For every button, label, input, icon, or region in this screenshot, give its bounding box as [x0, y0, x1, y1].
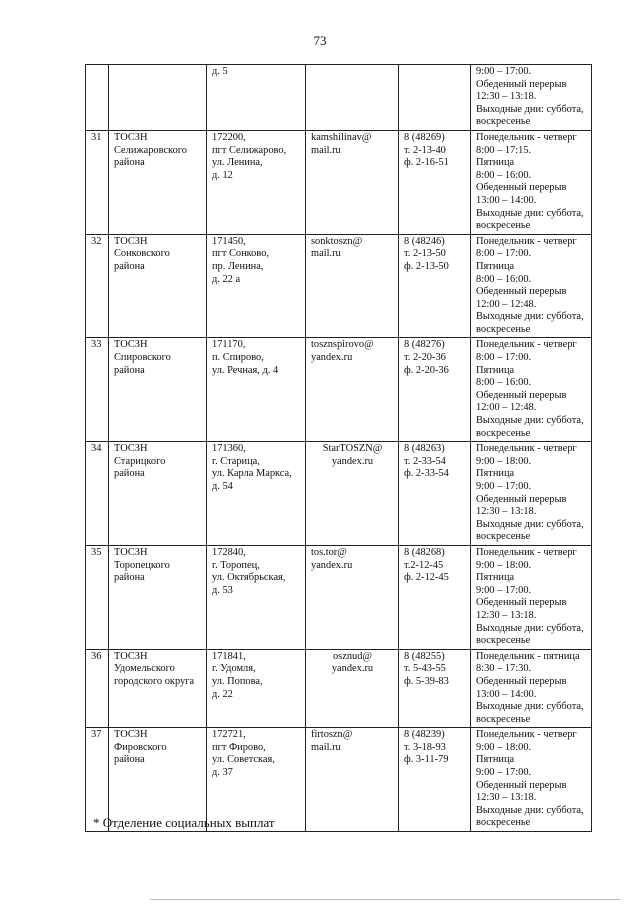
phones-cell: 8 (48239) т. 3-18-93 ф. 3-11-79	[399, 728, 471, 832]
email-cell	[306, 65, 399, 131]
address-cell: 172721, пгт Фирово, ул. Советская, д. 37	[207, 728, 306, 832]
row-number-cell: 35	[86, 545, 109, 649]
schedule-cell: Понедельник - четверг 9:00 – 18:00. Пятница 9:00 – 17:00. Обеденный перерыв 12:30 – 13:18. Выходные дни: суббота, воскресенье	[471, 545, 592, 649]
email-cell: StarTOSZN@ yandex.ru	[306, 442, 399, 546]
offices-table-body	[86, 65, 592, 832]
email-cell: tos.tor@ yandex.ru	[306, 545, 399, 649]
schedule-cell: Понедельник - четверг 8:00 – 17:00. Пятница 8:00 – 16:00. Обеденный перерыв 12:00 – 12:48. Выходные дни: суббота, воскресенье	[471, 338, 592, 442]
phones-cell: 8 (48268) т.2-12-45 ф. 2-12-45	[399, 545, 471, 649]
phones-cell: 8 (48269) т. 2-13-40 ф. 2-16-51	[399, 130, 471, 234]
phones-cell: 8 (48255) т. 5-43-55 ф. 5-39-83	[399, 649, 471, 728]
email-cell: firtoszn@ mail.ru	[306, 728, 399, 832]
schedule-cell: Понедельник - пятница 8:30 – 17:30. Обеденный перерыв 13:00 – 14:00. Выходные дни: суббота, воскресенье	[471, 649, 592, 728]
address-cell: 171360, г. Старица, ул. Карла Маркса, д. 54	[207, 442, 306, 546]
footnote: * Отделение социальных выплат	[93, 815, 275, 830]
table-row	[86, 649, 592, 728]
office-name-cell: ТОСЗН Сонковского района	[109, 234, 207, 338]
page-number: 73	[313, 33, 327, 48]
email-cell: osznud@ yandex.ru	[306, 649, 399, 728]
row-number-cell: 32	[86, 234, 109, 338]
office-name-cell: ТОСЗН Селижаровского района	[109, 130, 207, 234]
address-cell: 171170, п. Спирово, ул. Речная, д. 4	[207, 338, 306, 442]
schedule-cell: Понедельник - четверг 9:00 – 18:00. Пятница 9:00 – 17:00. Обеденный перерыв 12:30 – 13:18. Выходные дни: суббота, воскресенье	[471, 728, 592, 832]
row-number-cell	[86, 65, 109, 131]
row-number-cell: 31	[86, 130, 109, 234]
phones-cell: 8 (48276) т. 2-20-36 ф. 2-20-36	[399, 338, 471, 442]
row-number-cell: 33	[86, 338, 109, 442]
table-row	[86, 234, 592, 338]
office-name-cell: ТОСЗН Спировского района	[109, 338, 207, 442]
office-name-cell: ТОСЗН Торопецкого района	[109, 545, 207, 649]
table-row	[86, 545, 592, 649]
email-cell: kamshilinav@ mail.ru	[306, 130, 399, 234]
address-cell: 172840, г. Торопец, ул. Октябрьская, д. 53	[207, 545, 306, 649]
table-row	[86, 130, 592, 234]
schedule-cell: Понедельник - четверг 9:00 – 18:00. Пятница 9:00 – 17:00. Обеденный перерыв 12:30 – 13:18. Выходные дни: суббота, воскресенье	[471, 442, 592, 546]
address-cell: 172200, пгт Селижарово, ул. Ленина, д. 12	[207, 130, 306, 234]
schedule-cell: Понедельник - четверг 8:00 – 17:00. Пятница 8:00 – 16:00. Обеденный перерыв 12:00 – 12:48. Выходные дни: суббота, воскресенье	[471, 234, 592, 338]
phones-cell	[399, 65, 471, 131]
email-cell: sonktoszn@ mail.ru	[306, 234, 399, 338]
schedule-cell: 9:00 – 17:00. Обеденный перерыв 12:30 – 13:18. Выходные дни: суббота, воскресенье	[471, 65, 592, 131]
table-row	[86, 442, 592, 546]
address-cell: 171450, пгт Сонково, пр. Ленина, д. 22 а	[207, 234, 306, 338]
phones-cell: 8 (48263) т. 2-33-54 ф. 2-33-54	[399, 442, 471, 546]
offices-table	[85, 64, 592, 832]
row-number-cell: 36	[86, 649, 109, 728]
table-row	[86, 338, 592, 442]
bottom-rule	[150, 899, 620, 900]
phones-cell: 8 (48246) т. 2-13-50 ф. 2-13-50	[399, 234, 471, 338]
office-name-cell: ТОСЗН Старицкого района	[109, 442, 207, 546]
office-name-cell: ТОСЗН Удомельского городского округа	[109, 649, 207, 728]
address-cell: 171841, г. Удомля, ул. Попова, д. 22	[207, 649, 306, 728]
office-name-cell	[109, 65, 207, 131]
row-number-cell: 34	[86, 442, 109, 546]
row-number-cell: 37	[86, 728, 109, 832]
address-cell: д. 5	[207, 65, 306, 131]
schedule-cell: Понедельник - четверг 8:00 – 17:15. Пятница 8:00 – 16:00. Обеденный перерыв 13:00 – 14:00. Выходные дни: суббота, воскресенье	[471, 130, 592, 234]
email-cell: tosznspirovo@ yandex.ru	[306, 338, 399, 442]
office-name-cell: ТОСЗН Фировского района	[109, 728, 207, 832]
table-row	[86, 65, 592, 131]
